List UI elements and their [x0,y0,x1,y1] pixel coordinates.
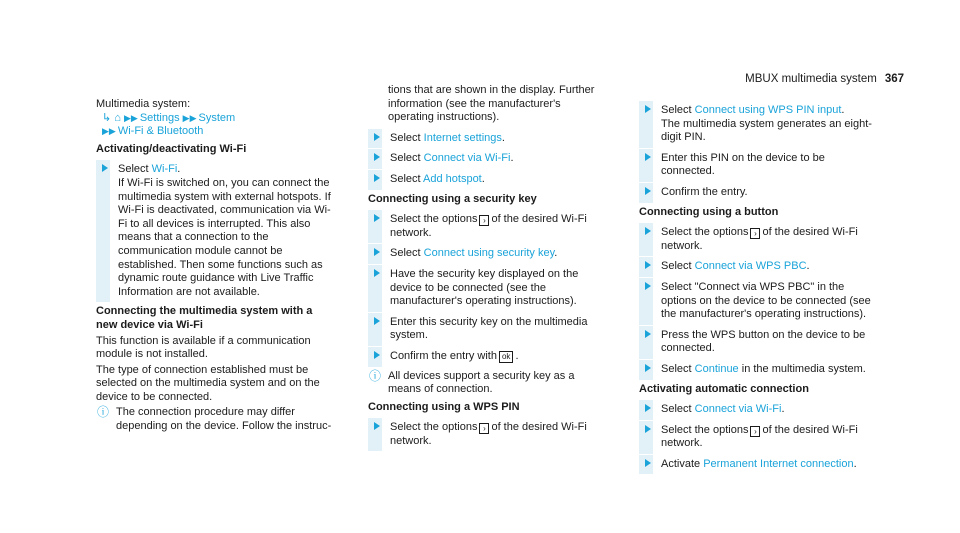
instruction-step [368,350,606,364]
step-arrow-icon [368,129,382,149]
permanent-internet-link: Permanent Internet connection [703,457,854,470]
continued-text: tions that are shown in the display. Further information (see the manufacturer's operating instructions). [388,84,595,124]
step-text: Select [118,163,152,176]
step-text: Select [661,362,695,375]
wifi-link: Wi-Fi [151,163,178,176]
path-arrow-icon: ↳ [102,111,112,124]
path-chevron-icon: ▶▶ [102,126,116,137]
step-text: Confirm the entry with [390,349,497,362]
step-text: Press the WPS button on the device to be connected. [661,328,866,355]
instruction-step [368,132,606,146]
step-text: . [554,247,558,260]
heading-connect-new-device: Connecting the multimedia system with a new device via Wi-Fi [96,305,313,331]
step-text: Select [390,172,424,185]
settings-link: Settings [139,111,180,124]
paragraph: This function is available if a communication module is not installed. [96,334,311,361]
system-link: System [198,111,236,124]
heading-security-key: Connecting using a security key [368,192,537,205]
column-2 [368,84,606,454]
heading-button: Connecting using a button [639,205,779,218]
instruction-step [368,173,606,187]
note [96,406,334,433]
step-text: of the desired Wi-Fi network. [390,421,587,447]
instruction-step [639,458,877,472]
instruction-step [639,424,877,451]
page-number: 367 [884,73,904,85]
step-arrow-icon [639,223,653,256]
step-text: Select [661,104,695,116]
continue-link: Continue [694,362,739,375]
wps-pin-link: Connect using WPS PIN input [694,104,842,116]
instruction-step [639,260,877,274]
step-text: Select the options [661,423,749,436]
options-chevron-icon: › [479,215,489,226]
step-text: . [515,349,519,362]
column-3 [639,96,877,477]
step-body: If Wi-Fi is switched on, you can connect the multimedia system with external hotspots. If Wi-Fi is deactivated, communication via Wi-Fi to all devices is interrupted. This also means that a connection to the communication module cannot be established. Then some functions such as dynamic route guidance with Live Traffic Information are not available. [118,176,331,298]
step-text: . [841,104,845,116]
heading-activate-wifi: Activating/deactivating Wi-Fi [96,142,247,155]
wifi-bluetooth-link: Wi-Fi & Bluetooth [117,125,204,138]
step-text: Select "Connect via WPS PBC" in the options on the device to be connected (see the manufacturer's operating instructions). [661,280,871,321]
step-arrow-icon [639,183,653,203]
home-icon: ⌂ [114,111,121,124]
step-text: . [781,403,785,416]
step-text: Select the options [661,226,749,239]
instruction-step [639,186,877,200]
step-text: Have the security key displayed on the device to be connected (see the manufacturer's operating instructions). [390,267,579,308]
step-text: Enter this security key on the multimedia system. [390,315,588,342]
instruction-step [368,268,606,309]
intro-text: Multimedia system: [96,98,191,110]
note [368,370,606,397]
step-arrow-icon [368,313,382,346]
step-arrow-icon [639,101,653,148]
step-text: Activate [661,457,704,470]
step-text: Enter this PIN on the device to be connected. [661,151,825,178]
step-text: . [510,152,514,165]
instruction-step [368,421,606,448]
header-title: MBUX multimedia system [745,73,877,85]
step-arrow-icon [368,418,382,451]
instruction-step [639,104,877,145]
step-text: Select [390,131,424,144]
step-text: Select [390,152,424,165]
step-arrow-icon [368,210,382,243]
wps-pbc-link: Connect via WPS PBC [694,260,807,273]
step-arrow-icon [639,400,653,420]
instruction-step [639,281,877,322]
info-icon: ⓘ [97,405,110,420]
menu-path-1 [96,112,334,126]
instruction-step [639,363,877,377]
step-text: Select [661,260,695,273]
add-hotspot-link: Add hotspot [423,172,482,185]
ok-button-icon: ok [499,351,513,363]
step-arrow-icon [639,421,653,454]
step-text: of the desired Wi-Fi network. [661,226,858,252]
options-chevron-icon: › [750,426,760,437]
instruction-step [368,152,606,166]
options-chevron-icon: › [479,423,489,434]
path-chevron-icon: ▶▶ [124,112,138,123]
step-arrow-icon [639,360,653,380]
step-text: . [806,260,810,273]
column-1 [96,98,334,436]
instruction-step [639,329,877,356]
step-arrow-icon [639,257,653,277]
info-icon: ⓘ [369,368,382,383]
menu-path-2 [96,125,334,139]
step-arrow-icon [368,170,382,190]
connect-wifi-link: Connect via Wi-Fi [694,403,782,416]
step-arrow-icon [368,244,382,264]
instruction-step [639,152,877,179]
step-arrow-icon [96,160,110,302]
step-arrow-icon [639,278,653,325]
step-arrow-icon [368,149,382,169]
paragraph: The type of connection established must be selected on the multimedia system and on the device to be connected. [96,363,320,403]
step-text: Select [661,403,695,416]
step-text: . [481,172,485,185]
note-text: All devices support a security key as a means of connection. [388,369,575,396]
connect-security-key-link: Connect using security key [423,247,555,260]
step-arrow-icon [639,455,653,475]
step-text: of the desired Wi-Fi network. [661,423,858,450]
note-text: The connection procedure may differ depending on the device. Follow the instruc- [116,406,332,433]
step-arrow-icon [368,265,382,312]
step-text: of the desired Wi-Fi network. [390,213,587,239]
page-header [745,73,904,85]
step-body: The multimedia system generates an eight-digit PIN. [661,117,872,144]
instruction-step [639,403,877,417]
step-text: Select [390,247,424,260]
options-chevron-icon: › [750,228,760,239]
connect-wifi-link: Connect via Wi-Fi [423,152,511,165]
heading-automatic-connection: Activating automatic connection [639,382,809,395]
step-arrow-icon [368,347,382,367]
step-text: in the multimedia system. [738,362,866,375]
step-text: . [501,131,505,144]
step-text: . [177,163,181,176]
path-chevron-icon: ▶▶ [182,112,197,123]
internet-settings-link: Internet settings [423,131,502,144]
instruction-step [639,226,877,253]
step-arrow-icon [639,149,653,182]
step-text: Select the options [390,421,478,434]
instruction-step [96,163,334,299]
instruction-step [368,247,606,261]
step-text: Confirm the entry. [661,185,748,198]
step-text: Select the options [390,213,478,226]
step-text: . [853,457,857,470]
heading-wps-pin: Connecting using a WPS PIN [368,400,520,413]
instruction-step [368,213,606,240]
step-arrow-icon [639,326,653,359]
instruction-step [368,316,606,343]
